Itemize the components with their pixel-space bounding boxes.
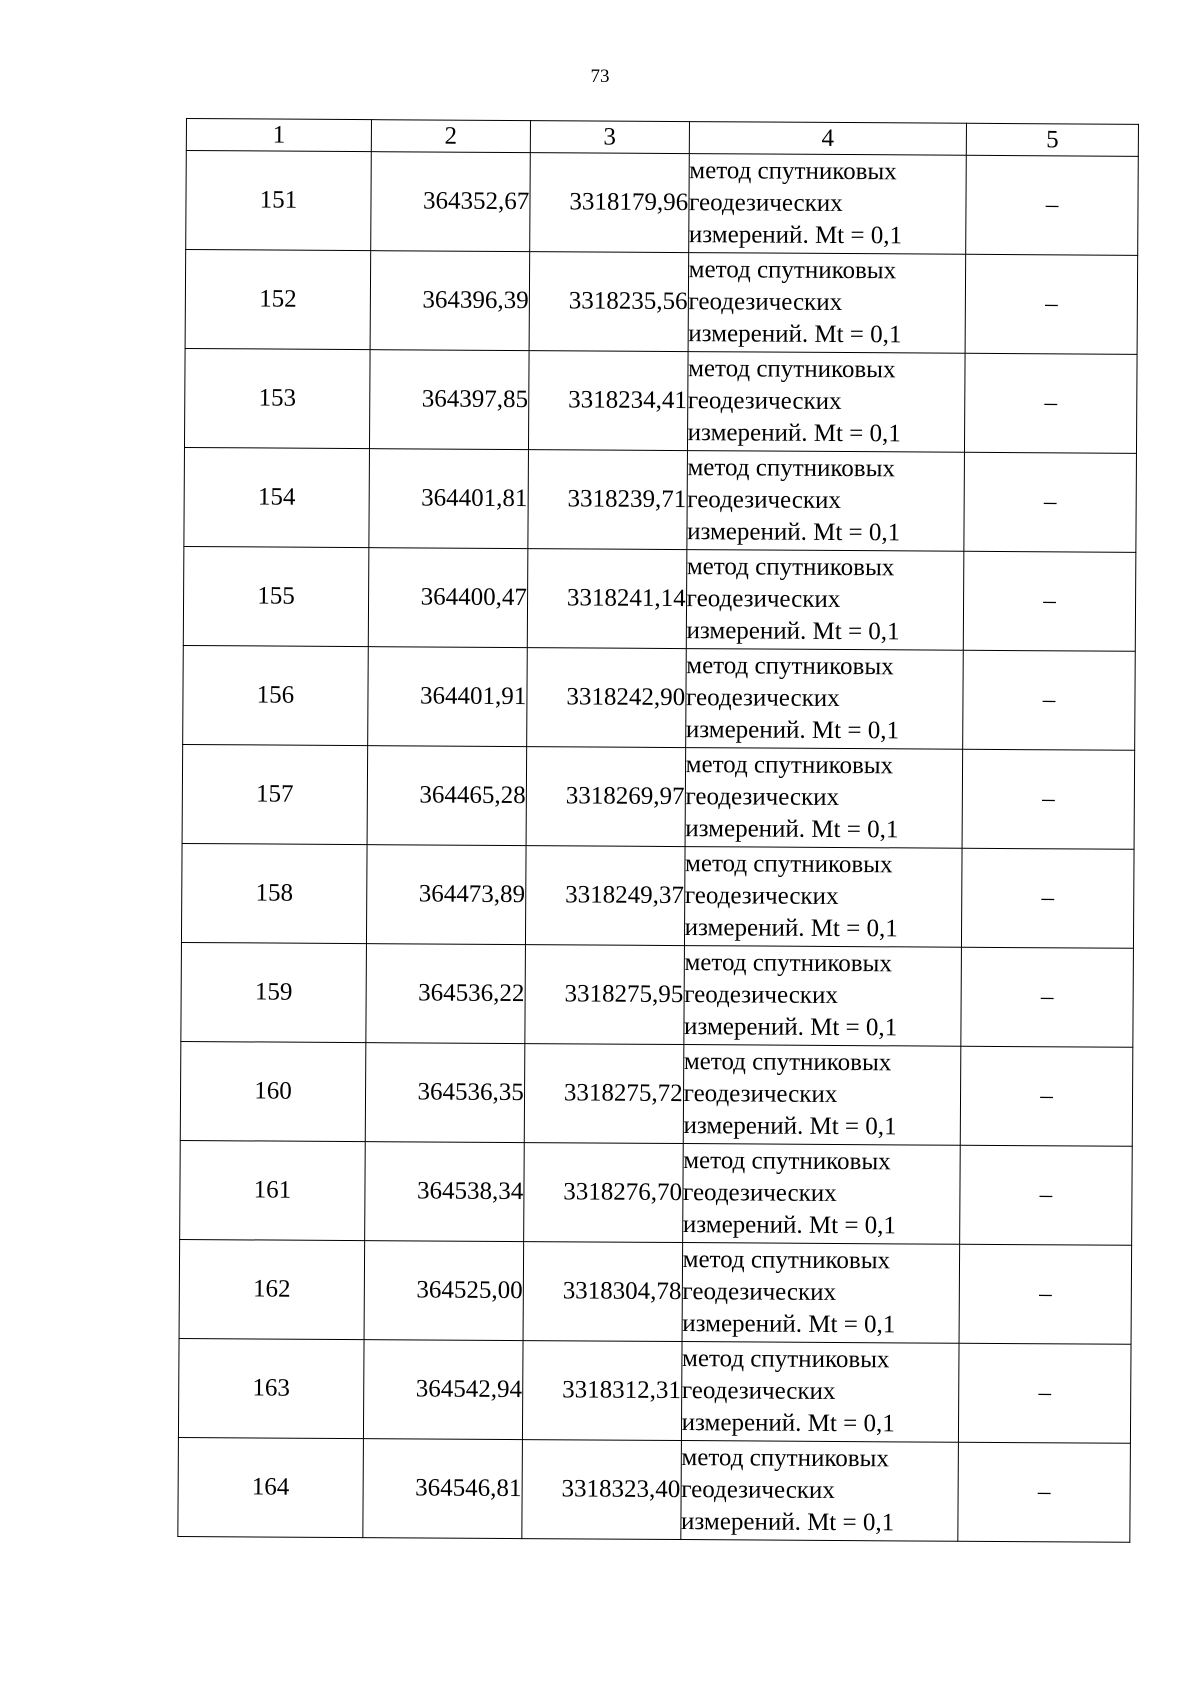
note-cell: – (963, 650, 1136, 750)
note-cell: – (959, 1244, 1132, 1344)
note-cell: – (960, 1145, 1133, 1245)
method-cell (682, 1243, 960, 1344)
x-coordinate-cell: 364538,34 (365, 1142, 524, 1242)
method-line: измерений. Mt = 0,1 (685, 815, 899, 844)
table-row (183, 645, 1136, 750)
method-line: геодезических (683, 1179, 837, 1207)
method-line: геодезических (682, 1278, 837, 1306)
method-line: геодезических (688, 288, 843, 317)
y-coordinate-cell: 3318275,95 (525, 945, 684, 1045)
method-line: измерений. Mt = 0,1 (684, 1013, 898, 1042)
method-line: геодезических (684, 981, 838, 1009)
method-line: метод спутниковых (681, 1444, 889, 1473)
note-cell: – (964, 452, 1137, 552)
column-header-1: 1 (186, 119, 371, 152)
column-header-2: 2 (371, 120, 530, 153)
method-line: измерений. Mt = 0,1 (687, 419, 901, 448)
method-cell (686, 550, 964, 651)
method-line: метод спутниковых (689, 157, 897, 186)
method-line: измерений. Mt = 0,1 (687, 518, 901, 547)
method-line: измерений. Mt = 0,1 (688, 320, 902, 349)
method-cell (688, 154, 966, 255)
point-number-cell: 159 (181, 942, 367, 1042)
table-row (179, 1239, 1132, 1344)
table-body (178, 151, 1138, 1543)
x-coordinate-cell: 364536,35 (365, 1043, 524, 1143)
note-cell: – (966, 155, 1139, 255)
table-row (182, 744, 1135, 849)
method-line: измерений. Mt = 0,1 (681, 1409, 895, 1438)
method-line: метод спутниковых (686, 553, 895, 582)
x-coordinate-cell: 364546,81 (363, 1439, 522, 1539)
method-line: метод спутниковых (688, 256, 897, 285)
method-line: геодезических (685, 783, 840, 812)
x-coordinate-cell: 364352,67 (371, 152, 530, 252)
method-cell (683, 946, 961, 1047)
y-coordinate-cell: 3318312,31 (522, 1341, 681, 1441)
table-row (178, 1338, 1131, 1443)
method-cell (685, 748, 963, 849)
table-row (184, 348, 1137, 453)
method-line: геодезических (683, 1080, 838, 1108)
table-row (178, 1437, 1131, 1542)
column-header-5: 5 (966, 123, 1138, 156)
method-cell (687, 451, 965, 552)
table-row (183, 546, 1136, 651)
method-line: измерений. Mt = 0,1 (688, 221, 903, 250)
method-line: геодезических (686, 585, 841, 614)
coordinates-table (177, 118, 1139, 1543)
method-line: геодезических (686, 684, 840, 713)
method-line: геодезических (687, 387, 842, 416)
method-line: измерений. Mt = 0,1 (680, 1508, 895, 1537)
point-number-cell: 163 (178, 1338, 364, 1438)
table-row (186, 151, 1139, 256)
y-coordinate-cell: 3318239,71 (528, 450, 687, 550)
column-header-3: 3 (530, 121, 689, 154)
method-cell (687, 352, 965, 453)
method-line: метод спутниковых (683, 1048, 892, 1077)
method-line: измерений. Mt = 0,1 (686, 617, 900, 646)
method-line: метод спутниковых (683, 1147, 891, 1176)
note-cell: – (965, 254, 1138, 354)
method-cell (682, 1144, 960, 1245)
note-cell: – (961, 947, 1134, 1047)
x-coordinate-cell: 364396,39 (370, 251, 529, 351)
x-coordinate-cell: 364473,89 (366, 845, 525, 945)
y-coordinate-cell: 3318276,70 (523, 1143, 682, 1243)
method-line: измерений. Mt = 0,1 (682, 1211, 897, 1240)
point-number-cell: 158 (181, 843, 367, 943)
method-line: метод спутниковых (684, 949, 892, 978)
table-row (180, 1041, 1133, 1146)
y-coordinate-cell: 3318249,37 (525, 846, 684, 946)
x-coordinate-cell: 364542,94 (363, 1340, 522, 1440)
y-coordinate-cell: 3318235,56 (529, 252, 688, 352)
point-number-cell: 162 (179, 1239, 365, 1339)
method-line: метод спутниковых (681, 1345, 890, 1374)
note-cell: – (959, 1343, 1132, 1443)
y-coordinate-cell: 3318242,90 (526, 648, 685, 748)
note-cell: – (958, 1442, 1131, 1542)
point-number-cell: 164 (178, 1437, 364, 1537)
method-line: измерений. Mt = 0,1 (682, 1310, 896, 1339)
method-line: геодезических (684, 882, 839, 911)
method-line: геодезических (681, 1377, 836, 1405)
method-line: метод спутниковых (688, 355, 896, 384)
x-coordinate-cell: 364525,00 (364, 1241, 523, 1341)
point-number-cell: 161 (180, 1140, 366, 1240)
x-coordinate-cell: 364401,91 (368, 647, 527, 747)
method-line: метод спутниковых (685, 850, 893, 879)
table-row (181, 942, 1134, 1047)
x-coordinate-cell: 364401,81 (369, 449, 528, 549)
method-line: геодезических (681, 1476, 835, 1504)
x-coordinate-cell: 364465,28 (367, 746, 526, 846)
x-coordinate-cell: 364536,22 (366, 944, 525, 1044)
table-row (185, 250, 1138, 355)
point-number-cell: 156 (183, 645, 369, 745)
point-number-cell: 153 (184, 348, 370, 448)
method-line: метод спутниковых (685, 751, 894, 780)
note-cell: – (963, 551, 1136, 651)
method-line: геодезических (687, 486, 841, 515)
method-line: метод спутниковых (687, 454, 895, 483)
point-number-cell: 157 (182, 744, 368, 844)
method-line: геодезических (689, 189, 843, 218)
method-cell (680, 1441, 958, 1542)
table-row (184, 447, 1137, 552)
column-header-4: 4 (689, 122, 967, 156)
page-number: 73 (590, 66, 610, 87)
note-cell: – (960, 1046, 1133, 1146)
method-cell (688, 253, 966, 354)
method-line: измерений. Mt = 0,1 (684, 914, 898, 943)
y-coordinate-cell: 3318269,97 (526, 747, 685, 847)
method-line: измерений. Mt = 0,1 (683, 1112, 897, 1141)
note-cell: – (962, 848, 1135, 948)
note-cell: – (962, 749, 1135, 849)
point-number-cell: 160 (180, 1041, 366, 1141)
table-row (180, 1140, 1133, 1245)
note-cell: – (965, 353, 1138, 453)
y-coordinate-cell: 3318304,78 (523, 1242, 682, 1342)
x-coordinate-cell: 364397,85 (369, 350, 528, 450)
y-coordinate-cell: 3318323,40 (522, 1440, 681, 1540)
method-cell (685, 649, 963, 750)
y-coordinate-cell: 3318275,72 (524, 1044, 683, 1144)
y-coordinate-cell: 3318234,41 (528, 351, 687, 451)
method-cell (681, 1342, 959, 1443)
point-number-cell: 155 (183, 546, 369, 646)
point-number-cell: 152 (185, 250, 371, 350)
method-cell (683, 1045, 961, 1146)
point-number-cell: 154 (184, 447, 370, 547)
y-coordinate-cell: 3318241,14 (527, 549, 686, 649)
point-number-cell: 151 (186, 151, 372, 251)
method-line: метод спутниковых (686, 652, 894, 681)
method-line: метод спутниковых (682, 1246, 891, 1275)
method-line: измерений. Mt = 0,1 (685, 716, 900, 745)
method-cell (684, 847, 962, 948)
table-row (181, 843, 1134, 948)
x-coordinate-cell: 364400,47 (368, 548, 527, 648)
y-coordinate-cell: 3318179,96 (529, 153, 688, 253)
